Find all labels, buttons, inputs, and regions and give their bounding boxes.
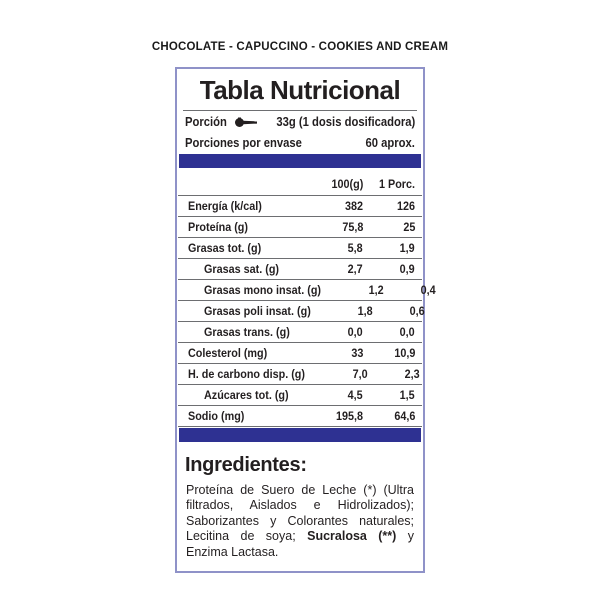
value-per-100g: 195,8 xyxy=(335,408,363,423)
flavor-header: CHOCOLATE - CAPUCCINO - COOKIES AND CREAM xyxy=(151,41,449,53)
servings-per-container-row xyxy=(177,132,423,153)
value-per-serving: 2,3 xyxy=(404,366,421,381)
value-per-serving: 64,6 xyxy=(393,408,415,423)
column-header-row xyxy=(178,170,422,196)
nutrient-label: Azúcares tot. (g) xyxy=(204,387,289,402)
value-per-100g: 2,7 xyxy=(347,261,363,276)
value-per-100g: 75,8 xyxy=(341,219,363,234)
nutrient-label: Energía (k/cal) xyxy=(188,198,262,213)
nutrition-panel xyxy=(175,67,437,573)
ingredients-text-part1: Proteína de Suero de Leche (*) (Ultra filtrados, Aislados e Hidrolizados); Saborizantes y Colorantes naturales; Lecitina de soya; xyxy=(186,482,414,544)
nutrition-table xyxy=(177,196,437,427)
nutrition-row xyxy=(178,280,437,301)
nutrition-row xyxy=(178,364,422,385)
serving-size-row xyxy=(177,111,423,132)
value-per-100g: 33 xyxy=(350,345,363,360)
nutrient-label: Sodio (mg) xyxy=(188,408,245,423)
column-header-per-100g: 100(g) xyxy=(331,176,363,191)
value-per-100g: 7,0 xyxy=(352,366,369,381)
ingredients-heading: Ingredientes: xyxy=(185,453,307,476)
nutrition-label-page xyxy=(0,41,600,600)
value-per-serving: 0,9 xyxy=(399,261,415,276)
value-per-100g: 1,2 xyxy=(369,282,385,297)
nutrition-row xyxy=(178,238,422,259)
value-per-serving: 0,4 xyxy=(421,282,437,297)
nutrition-row xyxy=(178,322,422,343)
value-per-100g: 0,0 xyxy=(347,324,363,339)
nutrient-label: Grasas poli insat. (g) xyxy=(204,303,311,318)
nutrition-row xyxy=(178,259,422,280)
value-per-serving: 0,0 xyxy=(399,324,415,339)
column-header-per-serving: 1 Porc. xyxy=(378,176,415,191)
nutrition-row xyxy=(178,406,422,427)
nutrient-label: Grasas sat. (g) xyxy=(204,261,280,276)
nutrition-row xyxy=(178,343,422,364)
value-per-serving: 1,5 xyxy=(399,387,415,402)
nutrient-label: Grasas trans. (g) xyxy=(204,324,290,339)
servings-per-container-value: 60 aprox. xyxy=(365,135,415,150)
nutrient-label: Colesterol (mg) xyxy=(188,345,268,360)
serving-size-label: Porción xyxy=(185,114,227,129)
value-per-serving: 126 xyxy=(396,198,415,213)
servings-per-container-label: Porciones por envase xyxy=(185,135,302,150)
nutrition-row xyxy=(178,385,422,406)
value-per-serving: 10,9 xyxy=(393,345,415,360)
nutrient-label: Grasas mono insat. (g) xyxy=(204,282,322,297)
value-per-100g: 382 xyxy=(344,198,363,213)
divider-bar-bottom xyxy=(179,428,421,442)
value-per-serving: 1,9 xyxy=(399,240,415,255)
nutrient-label: H. de carbono disp. (g) xyxy=(188,366,306,381)
nutrient-label: Grasas tot. (g) xyxy=(188,240,262,255)
divider-bar-top xyxy=(179,154,421,168)
value-per-serving: 0,6 xyxy=(409,303,425,318)
ingredients-text-part2: y Enzima Lactasa. xyxy=(186,529,414,559)
value-per-100g: 5,8 xyxy=(347,240,363,255)
value-per-100g: 1,8 xyxy=(357,303,373,318)
nutrition-row xyxy=(178,196,422,217)
value-per-100g: 4,5 xyxy=(347,387,363,402)
ingredients-text xyxy=(186,483,414,561)
serving-size-value: 33g (1 dosis dosificadora) xyxy=(276,114,415,129)
ingredients-text-sucralosa: Sucralosa (**) xyxy=(307,529,397,544)
value-per-serving: 25 xyxy=(402,219,415,234)
panel-title: Tabla Nutricional xyxy=(199,75,401,105)
nutrient-label: Proteína (g) xyxy=(188,219,249,234)
serving-size-group xyxy=(234,115,415,129)
nutrition-row xyxy=(178,301,425,322)
scoop-icon xyxy=(234,116,260,128)
nutrition-row xyxy=(178,217,422,238)
